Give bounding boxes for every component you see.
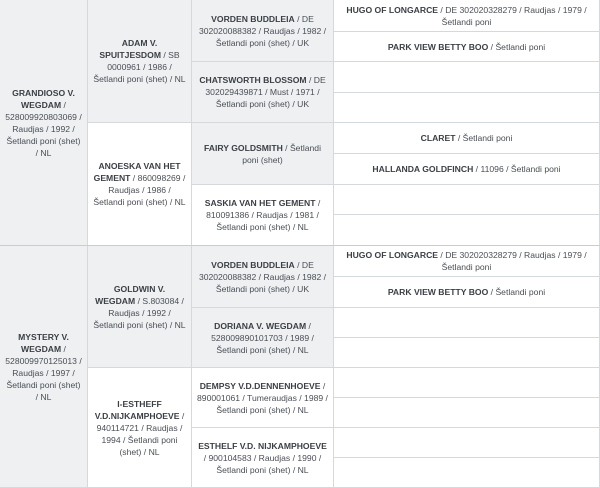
horse-name[interactable]: DEMPSY V.D.DENNENHOEVE [199, 380, 321, 391]
horse-details: / 890001061 / Tumeraudjas / 1989 / Šetlandi poni (shet) / NL [197, 380, 328, 415]
pedigree-cell-gen4 [334, 215, 600, 246]
pedigree-cell-gen3 [192, 246, 334, 308]
horse-details: / 11096 / Šetlandi poni [473, 164, 561, 174]
pedigree-cell-gen4 [334, 32, 600, 62]
horse-name[interactable]: DORIANA V. WEGDAM [214, 320, 307, 331]
horse-name[interactable]: FAIRY GOLDSMITH [204, 142, 283, 153]
pedigree-cell-gen2 [88, 123, 192, 246]
pedigree-cell-gen4 [334, 308, 600, 338]
horse-name[interactable]: SASKIA VAN HET GEMENT [204, 198, 316, 208]
horse-name[interactable]: GOLDWIN V. WEGDAM [95, 283, 166, 306]
pedigree-cell-gen3 [192, 62, 334, 123]
horse-details: / 528009920803069 / Raudjas / 1992 / Šetlandi poni (shet) / NL [5, 99, 82, 158]
horse-name[interactable]: VORDEN BUDDLEIA [211, 259, 295, 270]
horse-name[interactable]: ADAM V. SPUITJESDOM [99, 38, 161, 60]
horse-details: / 810091386 / Raudjas / 1981 / Šetlandi poni (shet) / NL [206, 198, 321, 232]
pedigree-cell-gen2 [88, 0, 192, 123]
pedigree-cell-gen4 [334, 368, 600, 398]
pedigree-cell-gen3 [192, 185, 334, 246]
pedigree-cell-gen3 [192, 308, 334, 368]
pedigree-cell-gen4 [334, 154, 600, 185]
horse-name[interactable]: GRANDIOSO V. WEGDAM [12, 87, 75, 110]
pedigree-cell-gen3 [192, 428, 334, 488]
pedigree-cell-gen3 [192, 0, 334, 62]
horse-name[interactable]: PARK VIEW BETTY BOO [387, 41, 489, 52]
horse-details: / Šetlandi poni [488, 41, 546, 52]
pedigree-cell-gen3 [192, 123, 334, 185]
horse-details: / DE 302020328279 / Raudjas / 1979 / Šetlandi poni [438, 4, 587, 27]
horse-name[interactable]: MYSTERY V. WEGDAM [18, 331, 69, 354]
pedigree-cell-gen4 [334, 398, 600, 428]
horse-name[interactable]: ANOESKA VAN HET GEMENT [93, 161, 181, 183]
horse-details: / Šetlandi poni [455, 133, 513, 143]
horse-details: / DE 302020088382 / Raudjas / 1982 / Šetlandi poni (shet) / UK [198, 259, 327, 294]
horse-name[interactable]: CHATSWORTH BLOSSOM [199, 75, 307, 85]
horse-details: / Šetlandi poni (shet) [242, 142, 321, 165]
pedigree-cell-gen4 [334, 338, 600, 368]
horse-details: / SB 0000961 / 1986 / Šetlandi poni (shet) / NL [93, 50, 186, 84]
horse-details: / S.803084 / Raudjas / 1992 / Šetlandi poni (shet) / NL [93, 295, 186, 330]
horse-details: / DE 302029439871 / Must / 1971 / Šetlandi poni (shet) / UK [205, 75, 326, 109]
pedigree-cell-gen2 [88, 368, 192, 488]
horse-name[interactable]: HUGO OF LONGARCE [346, 4, 439, 15]
pedigree-cell-gen4 [334, 0, 600, 32]
half-divider [0, 245, 600, 246]
horse-details: / DE 302020328279 / Raudjas / 1979 / Šetlandi poni [438, 250, 587, 272]
pedigree-cell-gen4 [334, 62, 600, 93]
horse-details: / 528009970125013 / Raudjas / 1997 / Šetlandi poni (shet) / NL [5, 343, 82, 402]
horse-name[interactable]: CLARET [420, 133, 456, 143]
horse-details: / DE 302020088382 / Raudjas / 1982 / Šetlandi poni (shet) / UK [198, 13, 327, 48]
horse-details: / 940114721 / Raudjas / 1994 / Šetlandi poni (shet) / NL [96, 410, 185, 457]
horse-details: / 528009890101703 / 1989 / Šetlandi poni (shet) / NL [211, 320, 314, 355]
pedigree-cell-gen4 [334, 246, 600, 277]
pedigree-cell-sire [0, 0, 88, 246]
pedigree-cell-gen4 [334, 93, 600, 123]
horse-details: / Šetlandi poni [488, 287, 546, 297]
horse-name[interactable]: I-ESTHEFF V.D.NIJKAMPHOEVE [94, 398, 180, 421]
pedigree-cell-gen4 [334, 458, 600, 488]
pedigree-cell-dam [0, 246, 88, 488]
horse-details: / 860098269 / Raudjas / 1986 / Šetlandi poni (shet) / NL [93, 173, 186, 207]
pedigree-cell-gen4 [334, 185, 600, 215]
pedigree-cell-gen4 [334, 428, 600, 458]
horse-name[interactable]: PARK VIEW BETTY BOO [387, 287, 489, 297]
horse-details: / 900104583 / Raudjas / 1990 / Šetlandi poni (shet) / NL [203, 452, 322, 475]
horse-name[interactable]: ESTHELF V.D. NIJKAMPHOEVE [198, 440, 327, 451]
pedigree-cell-gen2 [88, 246, 192, 368]
pedigree-cell-gen3 [192, 368, 334, 428]
pedigree-cell-gen4 [334, 277, 600, 308]
horse-name[interactable]: HUGO OF LONGARCE [346, 250, 439, 260]
horse-name[interactable]: HALLANDA GOLDFINCH [372, 164, 474, 174]
horse-name[interactable]: VORDEN BUDDLEIA [211, 13, 295, 24]
pedigree-cell-gen4 [334, 123, 600, 154]
